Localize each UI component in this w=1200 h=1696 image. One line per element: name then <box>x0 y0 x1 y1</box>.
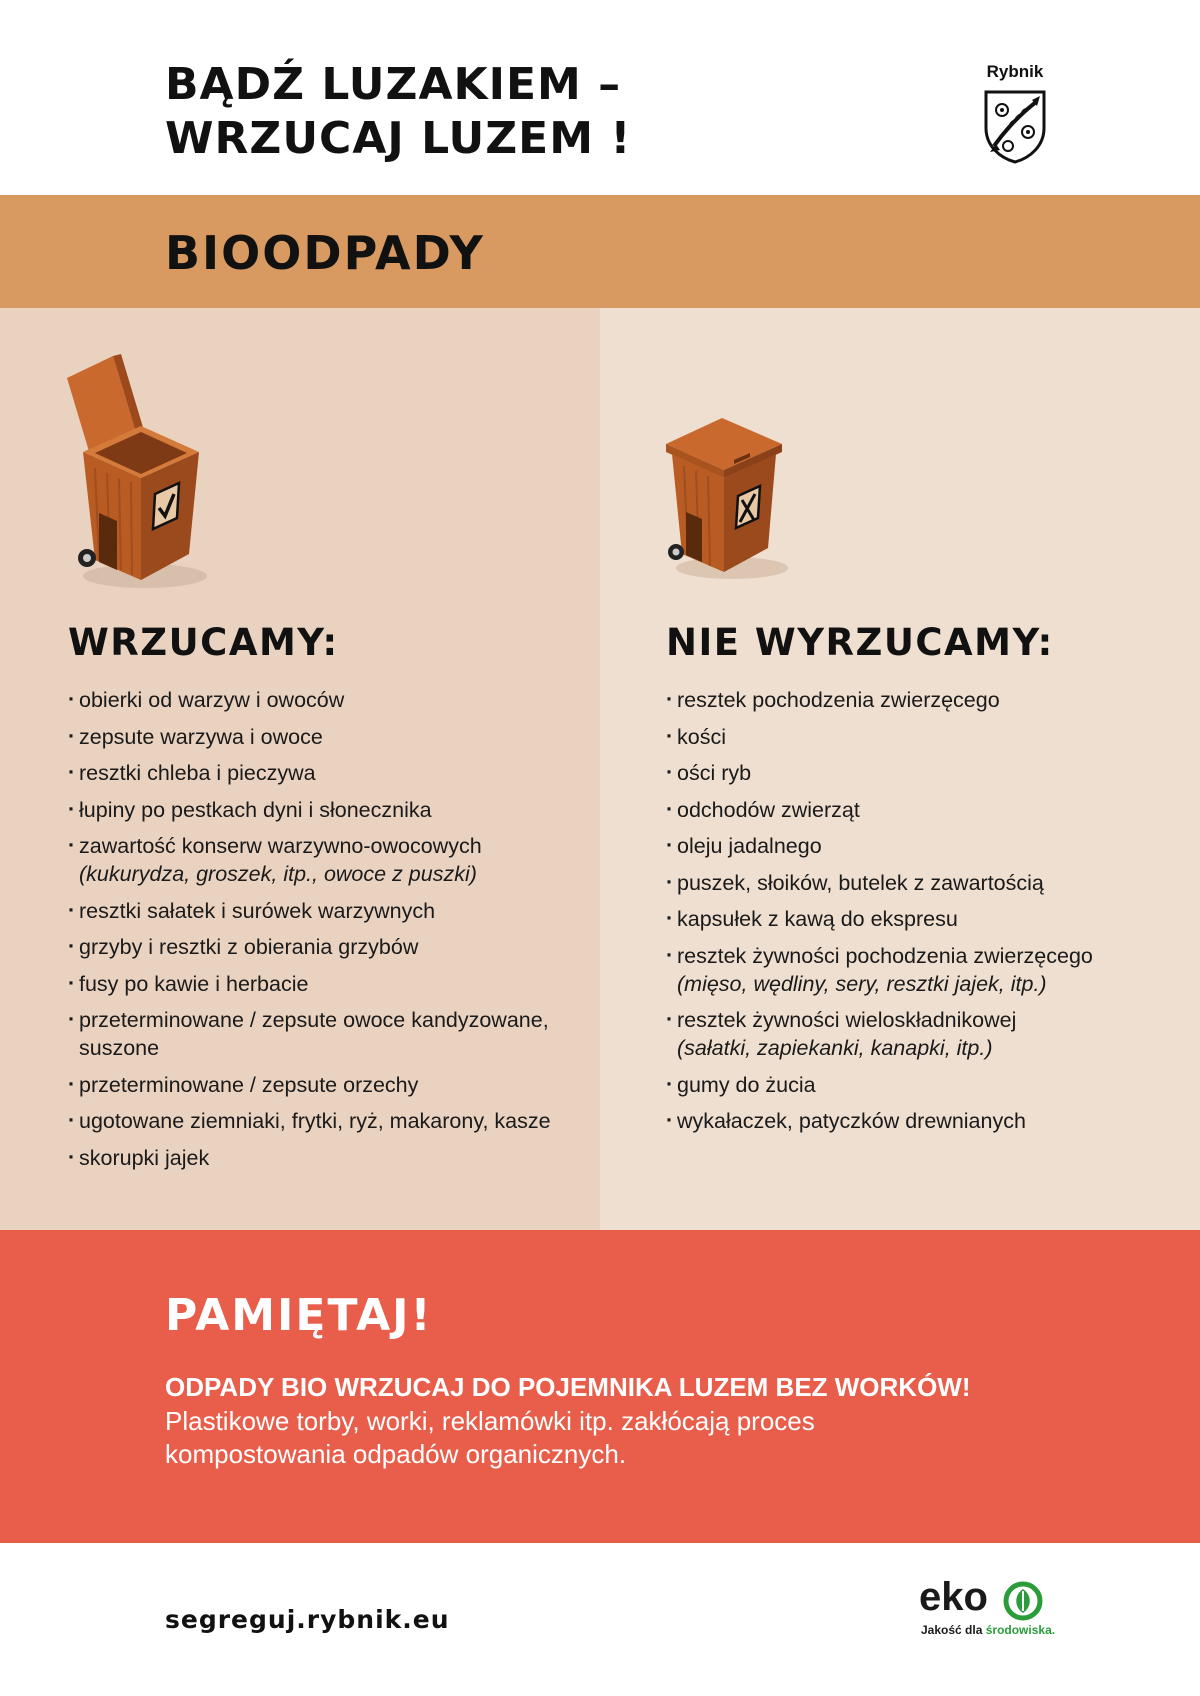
category-title: BIOODPADY <box>165 226 485 280</box>
list-item <box>68 796 588 824</box>
list-item <box>68 933 588 961</box>
list-item-text: kapsułek z kawą do ekspresu <box>677 907 958 931</box>
list-item-note: (kukurydza, groszek, itp., owoce z puszki) <box>79 862 477 886</box>
list-item <box>68 1107 588 1135</box>
list-item <box>666 869 1186 897</box>
list-item-note: (sałatki, zapiekanki, kanapki, itp.) <box>677 1036 993 1060</box>
list-item-text: zawartość konserw warzywno-owocowych <box>79 834 482 858</box>
forbidden-list <box>666 686 1186 1144</box>
list-item-text: grzyby i resztki z obierania grzybów <box>79 935 419 959</box>
eko-tag-part1: Jakość dla <box>921 1623 986 1637</box>
list-item-text: ości ryb <box>677 761 752 785</box>
brown-bin-open-check-icon <box>55 348 215 598</box>
forbidden-panel <box>600 308 1200 1230</box>
city-name: Rybnik <box>986 62 1044 81</box>
list-item-text: oleju jadalnego <box>677 834 822 858</box>
eko-tagline <box>921 1623 1055 1637</box>
brown-bin-closed-x-icon <box>660 408 800 588</box>
list-item <box>68 1006 588 1062</box>
list-item-text: fusy po kawie i herbacie <box>79 971 309 996</box>
reminder-section <box>0 1230 1200 1543</box>
list-item <box>666 942 1186 998</box>
eko-leaf-icon <box>1000 1577 1046 1621</box>
allowed-heading: WRZUCAMY: <box>68 621 339 664</box>
list-item-text: zepsute warzywa i owoce <box>79 724 323 749</box>
list-item <box>68 723 588 751</box>
list-item <box>68 1071 588 1099</box>
header <box>0 0 1200 195</box>
list-item-text: resztek pochodzenia zwierzęcego <box>677 688 1000 712</box>
list-item <box>666 796 1186 824</box>
title-line-2: WRZUCAJ LUZEM ! <box>165 113 632 164</box>
list-item-text: ugotowane ziemniaki, frytki, ryż, makarony, kasze <box>79 1109 551 1133</box>
forbidden-heading: NIE WYRZUCAMY: <box>666 621 1054 664</box>
list-item-text: łupiny po pestkach dyni i słonecznika <box>79 797 432 822</box>
city-logo <box>975 62 1055 164</box>
category-band <box>0 195 1200 308</box>
list-item-text: resztki chleba i pieczywa <box>79 761 316 785</box>
list-item-text: kości <box>677 724 726 749</box>
title-line-1: BĄDŹ LUZAKIEM – <box>165 59 622 110</box>
list-item <box>68 759 588 787</box>
eko-logo <box>915 1575 1065 1645</box>
list-item-text: resztek żywności wieloskładnikowej <box>677 1008 1017 1032</box>
list-item-text: obierki od warzyw i owoców <box>79 688 345 712</box>
list-item-text: przeterminowane / zepsute orzechy <box>79 1072 419 1097</box>
reminder-title: PAMIĘTAJ! <box>165 1290 433 1341</box>
rybnik-crest-icon <box>982 88 1048 164</box>
page-title <box>165 58 631 166</box>
allowed-list <box>68 686 588 1180</box>
list-item <box>68 832 588 888</box>
reminder-strong-text: ODPADY BIO WRZUCAJ DO POJEMNIKA LUZEM BEZ WORKÓW! <box>165 1372 971 1402</box>
list-item-text: resztki sałatek i surówek warzywnych <box>79 898 436 923</box>
list-item <box>68 970 588 998</box>
allowed-panel <box>0 308 600 1230</box>
list-item <box>666 905 1186 933</box>
list-item <box>666 1107 1186 1135</box>
list-item-text: resztek żywności pochodzenia zwierzęcego <box>677 943 1093 968</box>
eko-wordmark: eko <box>919 1575 988 1619</box>
list-item <box>666 759 1186 787</box>
list-item-text: puszek, słoików, butelek z zawartością <box>677 870 1044 895</box>
list-item <box>666 1006 1186 1062</box>
list-item-text: skorupki jajek <box>79 1145 210 1170</box>
reminder-body-text: Plastikowe torby, worki, reklamówki itp. zakłócają proces kompostowania odpadów organicznych. <box>165 1406 815 1469</box>
eko-tag-part2: środowiska. <box>985 1623 1056 1637</box>
list-item <box>666 686 1186 714</box>
list-item-text: wykałaczek, patyczków drewnianych <box>677 1109 1026 1133</box>
list-item <box>666 1071 1186 1099</box>
list-item-text: przeterminowane / zepsute owoce kandyzowane, suszone <box>79 1008 549 1060</box>
list-item <box>68 1144 588 1172</box>
list-item-text: odchodów zwierząt <box>677 797 860 822</box>
list-item <box>68 686 588 714</box>
website-link[interactable]: segreguj.rybnik.eu <box>165 1605 450 1634</box>
footer <box>0 1543 1200 1696</box>
list-item-text: gumy do żucia <box>677 1072 816 1097</box>
list-item-note: (mięso, wędliny, sery, resztki jajek, itp.) <box>677 971 1047 996</box>
list-item <box>666 723 1186 751</box>
list-item <box>666 832 1186 860</box>
list-item <box>68 897 588 925</box>
